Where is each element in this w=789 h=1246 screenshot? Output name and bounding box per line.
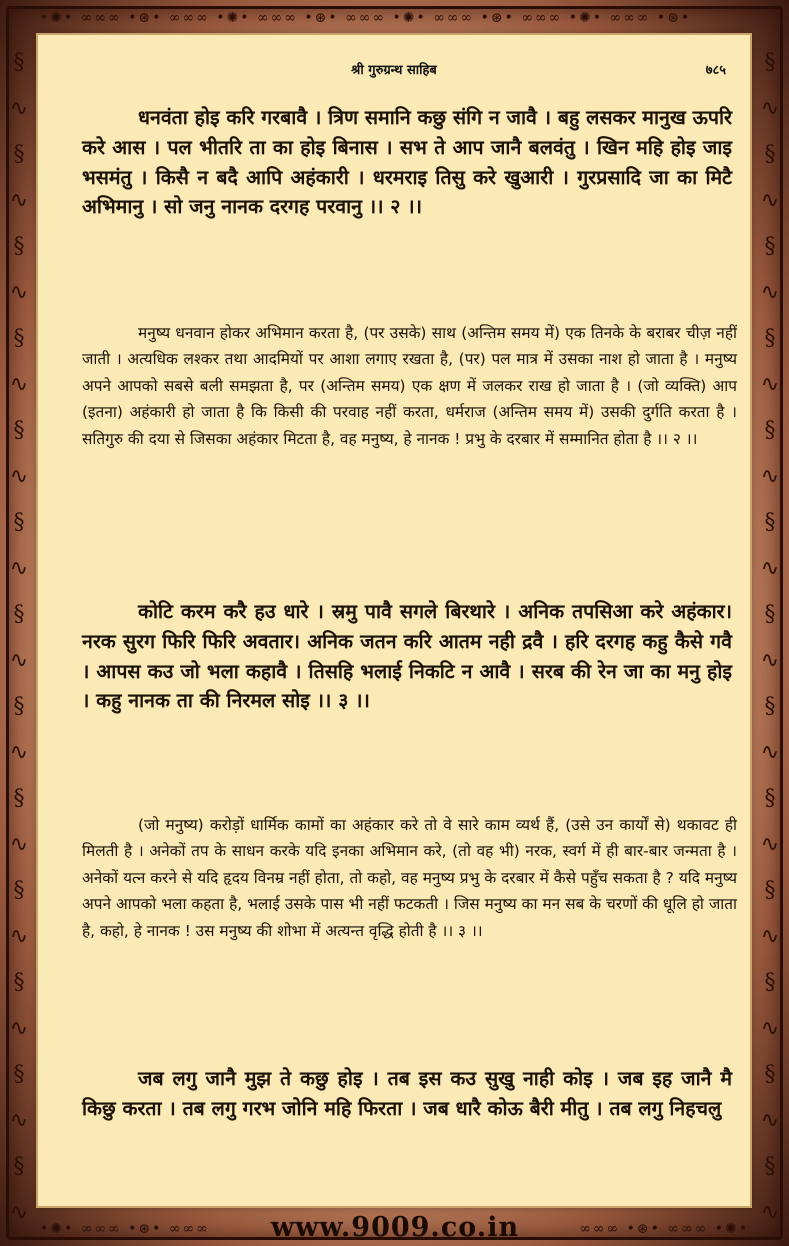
gurbani-verse-3-text: कोटि करम करै हउ धारे । स्रमु पावै सगले बिरथारे । अनिक तपसिआ करे अहंकार। नरक सुरग फिरि फिरि अवतार। अनिक जतन करि आतम नही द्रवै । हरि दरगह कहु कैसे गवै । आपस कउ जो भला कहावै । तिसहि भलाई निकटि न आवै । सरब की रेन जा का मनु होइ । कहु नानक ता की निरमल सोइ ।। ३ ।। [82,600,732,713]
page-header [38,60,750,84]
gurbani-verse-4-text: जब लगु जानै मुझ ते कछु होइ । तब इस कउ सुखु नाही कोइ । जब इह जानै मै किछु करता । तब लगु गरभ जोनि महि फिरता । जब धारै कोऊ बैरी मीतु । तब लगु निहचलु [82,1067,732,1120]
page-number: ७८५ [705,63,726,78]
gurbani-verse-2-text: धनवंता होइ करि गरबावै । त्रिण समानि कछु संगि न जावै । बहु लसकर मानुख ऊपरि करे आस । पल भीतरि ता का होइ बिनास । सभ ते आप जानै बलवंतु । खिन महि होइ जाइ भसमंतु । किसै न बदै आपि अहंकारी । धरमराइ तिसु करे खुआरी । गुरप्रसादि जा का मिटै अभिमानु । सो जनु नानक दरगह परवानु ।। २ ।। [82,106,732,219]
website-url[interactable]: www.9009.co.in [270,1212,520,1243]
scripture-page [38,35,750,1206]
translation-verse-2-text: मनुष्य धनवान होकर अभिमान करता है, (पर उसके) साथ (अन्तिम समय में) एक तिनके के बराबर चीज़ नहीं जाती । अत्यधिक लश्कर तथा आदमियों पर आशा लगाए रखता है, (पर) पल मात्र में उसका नाश हो जाता है । मनुष्य अपने आपको सबसे बली समझता है, पर (अन्तिम समय) एक क्षण में जलकर राख हो जाता है । (जो व्यक्ति) आप (इतना) अहंकारी हो जाता है कि किसी की परवाह नहीं करता, धर्मराज (अन्तिम समय में) उसकी दुर्गति करता है । सतिगुरु की दया से जिसका अहंकार मिटता है, वह मनुष्य, हे नानक ! प्रभु के दरबार में सम्मानित होता है ।। २ ।। [82,324,737,448]
right-border-ornament: § ∿ § ∿ § ∿ § ∿ § ∿ § ∿ § ∿ § ∿ § ∿ § ∿ § ∿ § ∿ § ∿ [760,50,780,1225]
gurbani-verse-3 [82,597,732,716]
top-border-ornament: •✺• ∞∞∞ •⊛• ∞∞∞ •✺• ∞∞∞ •⊛• ∞∞∞ •✺• ∞∞∞ •⊛• ∞∞∞ •✺• ∞∞∞ •⊛• [40,10,692,26]
book-title: श्री गुरुग्रन्थ साहिब [351,63,437,78]
translation-verse-2 [82,320,737,452]
left-border-ornament: § ∿ § ∿ § ∿ § ∿ § ∿ § ∿ § ∿ § ∿ § ∿ § ∿ § ∿ § ∿ § ∿ [9,50,29,1225]
bottom-ornament-left: •✺• ∞∞∞ •⊛• ∞∞∞ [40,1221,210,1237]
gurbani-verse-2 [82,103,732,222]
translation-verse-3-text: (जो मनुष्य) करोड़ों धार्मिक कामों का अहंकार करे तो वे सारे काम व्यर्थ हैं, (उसे उन कार्यों से) थकावट ही मिलती है । अनेकों तप के साधन करके यदि इनका अभिमान करे, (तो वह भी) नरक, स्वर्ग में ही बार-बार जन्मता है । अनेकों यत्न करने से यदि हृदय विनम्र नहीं होता, तो कहो, वह मनुष्य प्रभु के दरबार में कैसे पहुँच सकता है ? यदि मनुष्य अपने आपको भला कहता है, भलाई उसके पास भी नहीं फटकती । जिस मनुष्य का मन सब के चरणों की धूलि हो जाता है, कहो, हे नानक ! उस मनुष्य की शोभा में अत्यन्त वृद्धि होती है ।। ३ ।। [82,816,737,940]
gurbani-verse-4 [82,1064,732,1124]
translation-verse-3 [82,812,737,944]
bottom-ornament-right: ∞∞∞ •⊛• ∞∞∞ •✺• [579,1221,749,1237]
